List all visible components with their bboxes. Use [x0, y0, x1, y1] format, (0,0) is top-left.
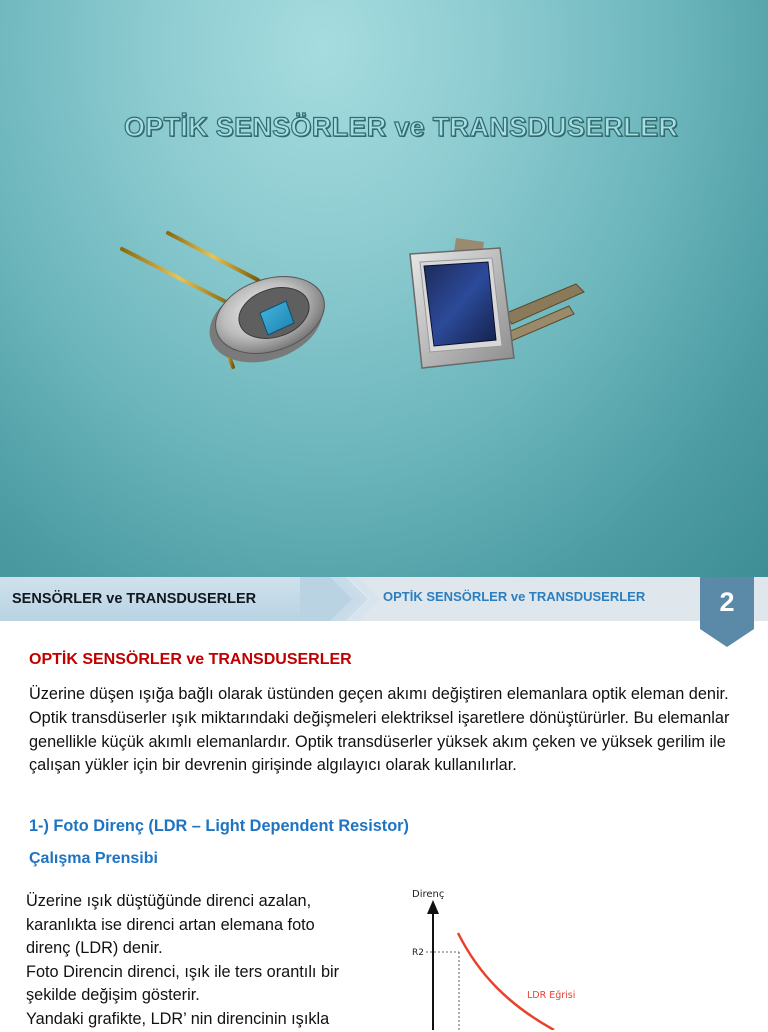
photodiode-sensor-image: [118, 225, 330, 375]
paragraph-line: direnç (LDR) denir.: [26, 939, 163, 958]
subheading-ldr: 1-) Foto Direnç (LDR – Light Dependent Resistor): [29, 817, 409, 835]
paragraph-line: Üzerine ışık düştüğünde direnci azalan,: [26, 892, 312, 910]
slide-title: OPTİK SENSÖRLER ve TRANSDUSERLER: [124, 112, 679, 142]
square-photodiode-image: [404, 236, 590, 378]
chevron-arrow-icon: [300, 577, 390, 621]
ldr-resistance-graph: [404, 880, 604, 1030]
ldr-description-paragraph: [26, 890, 406, 1032]
paragraph-line: Yandaki grafikte, LDR’ nin direncinin ışıkla: [26, 1009, 330, 1028]
header-left-label: SENSÖRLER ve TRANSDUSERLER: [12, 591, 257, 607]
subheading-working-principle: Çalışma Prensibi: [29, 850, 158, 867]
paragraph-line: Foto Direncin direnci, ışık ile ters orantılı bir: [26, 962, 340, 981]
page-number: 2: [719, 587, 735, 617]
graph-tick-label-r2: R2: [412, 948, 424, 958]
graph-y-axis-label: Direnç: [412, 889, 445, 900]
paragraph-line: karanlıkta ise direnci artan elemana foto: [26, 915, 315, 934]
intro-paragraph: Üzerine düşen ışığa bağlı olarak üstünden geçen akımı değiştiren elemanlara optik eleman denir. Optik transdüserler ışık miktarındaki değişmeleri elektriksel işaretlere dönüştürürler. Bu elemanlar genellikle küçük akımlı elemanlardır. Optik transdüserler yüksek akım çeken ve yüksek gerilim ile çalışan yükler için bir devrenin girişinde algılayıcı olarak kullanılırlar.: [29, 685, 730, 775]
header-right-label: OPTİK SENSÖRLER ve TRANSDUSERLER: [383, 589, 646, 604]
paragraph-line: şekilde değişim gösterir.: [26, 986, 200, 1005]
section-title: OPTİK SENSÖRLER ve TRANSDUSERLER: [29, 651, 352, 668]
y-axis-arrow-icon: [427, 900, 439, 914]
graph-curve-label: LDR Eğrisi: [527, 990, 576, 1001]
ldr-curve: [458, 933, 554, 1030]
slide-header-bar: [0, 577, 768, 621]
